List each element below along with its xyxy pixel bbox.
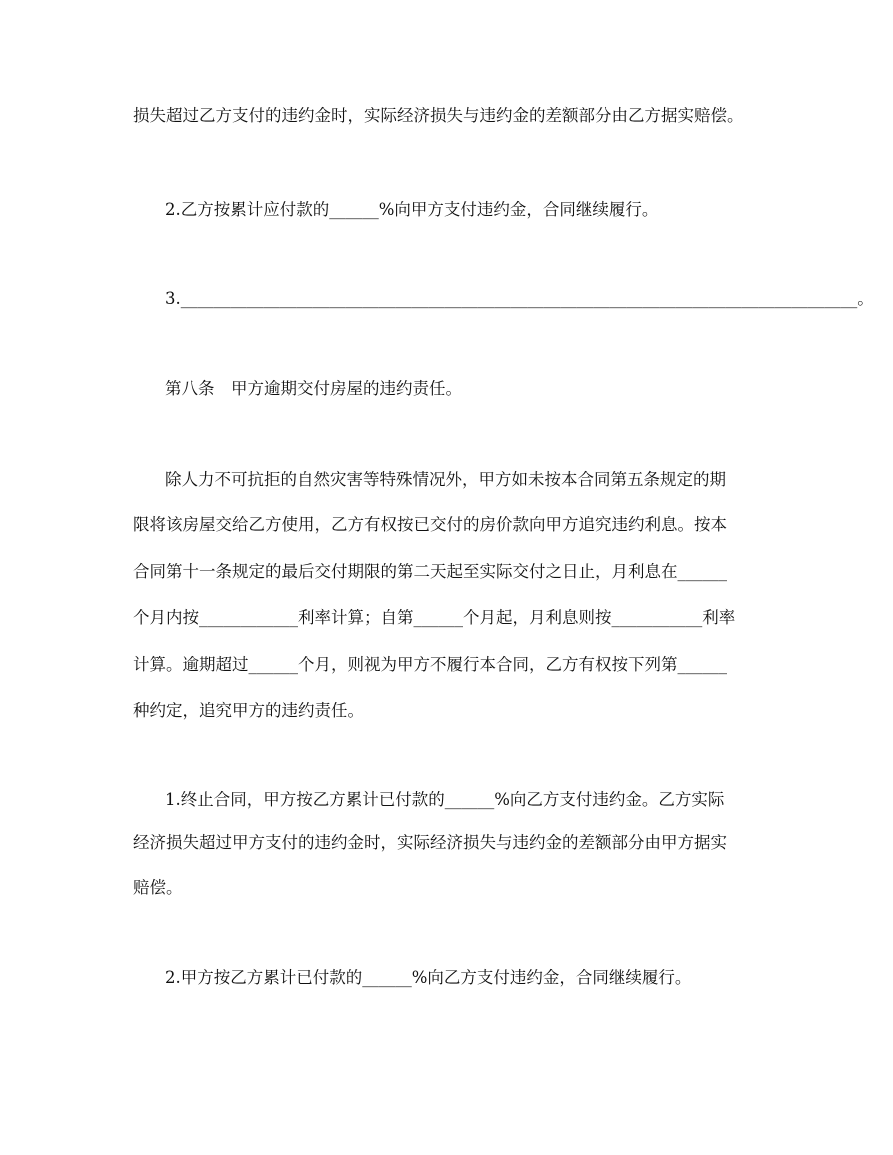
paragraph-line: 赔偿。 bbox=[133, 878, 183, 897]
paragraph-line: 计算。逾期超过______个月，则视为甲方不履行本合同，乙方有权按下列第______ bbox=[133, 655, 727, 674]
paragraph-line: 个月内按____________利率计算；自第______个月起，月利息则按___________利率 bbox=[133, 608, 736, 627]
paragraph-line: 3.__________________________________________________________________________________。 bbox=[165, 289, 874, 308]
paragraph-line: 合同第十一条规定的最后交付期限的第二天起至实际交付之日止，月利息在______ bbox=[133, 562, 727, 581]
section-heading: 第八条 甲方逾期交付房屋的违约责任。 bbox=[165, 379, 462, 398]
paragraph-line: 损失超过乙方支付的违约金时，实际经济损失与违约金的差额部分由乙方据实赔偿。 bbox=[133, 106, 744, 125]
paragraph-line: 2.甲方按乙方累计已付款的______%向乙方支付违约金，合同继续履行。 bbox=[165, 968, 692, 987]
paragraph-line: 种约定，追究甲方的违约责任。 bbox=[133, 701, 364, 720]
paragraph-line: 2.乙方按累计应付款的______%向甲方支付违约金，合同继续履行。 bbox=[165, 200, 659, 219]
paragraph-line: 限将该房屋交给乙方使用，乙方有权按已交付的房价款向甲方追究违约利息。按本 bbox=[133, 515, 727, 534]
paragraph-line: 经济损失超过甲方支付的违约金时，实际经济损失与违约金的差额部分由甲方据实 bbox=[133, 833, 727, 852]
paragraph-line: 除人力不可抗拒的自然灾害等特殊情况外，甲方如未按本合同第五条规定的期 bbox=[165, 470, 726, 489]
paragraph-line: 1.终止合同，甲方按乙方累计已付款的______%向乙方支付违约金。乙方实际 bbox=[165, 790, 725, 809]
